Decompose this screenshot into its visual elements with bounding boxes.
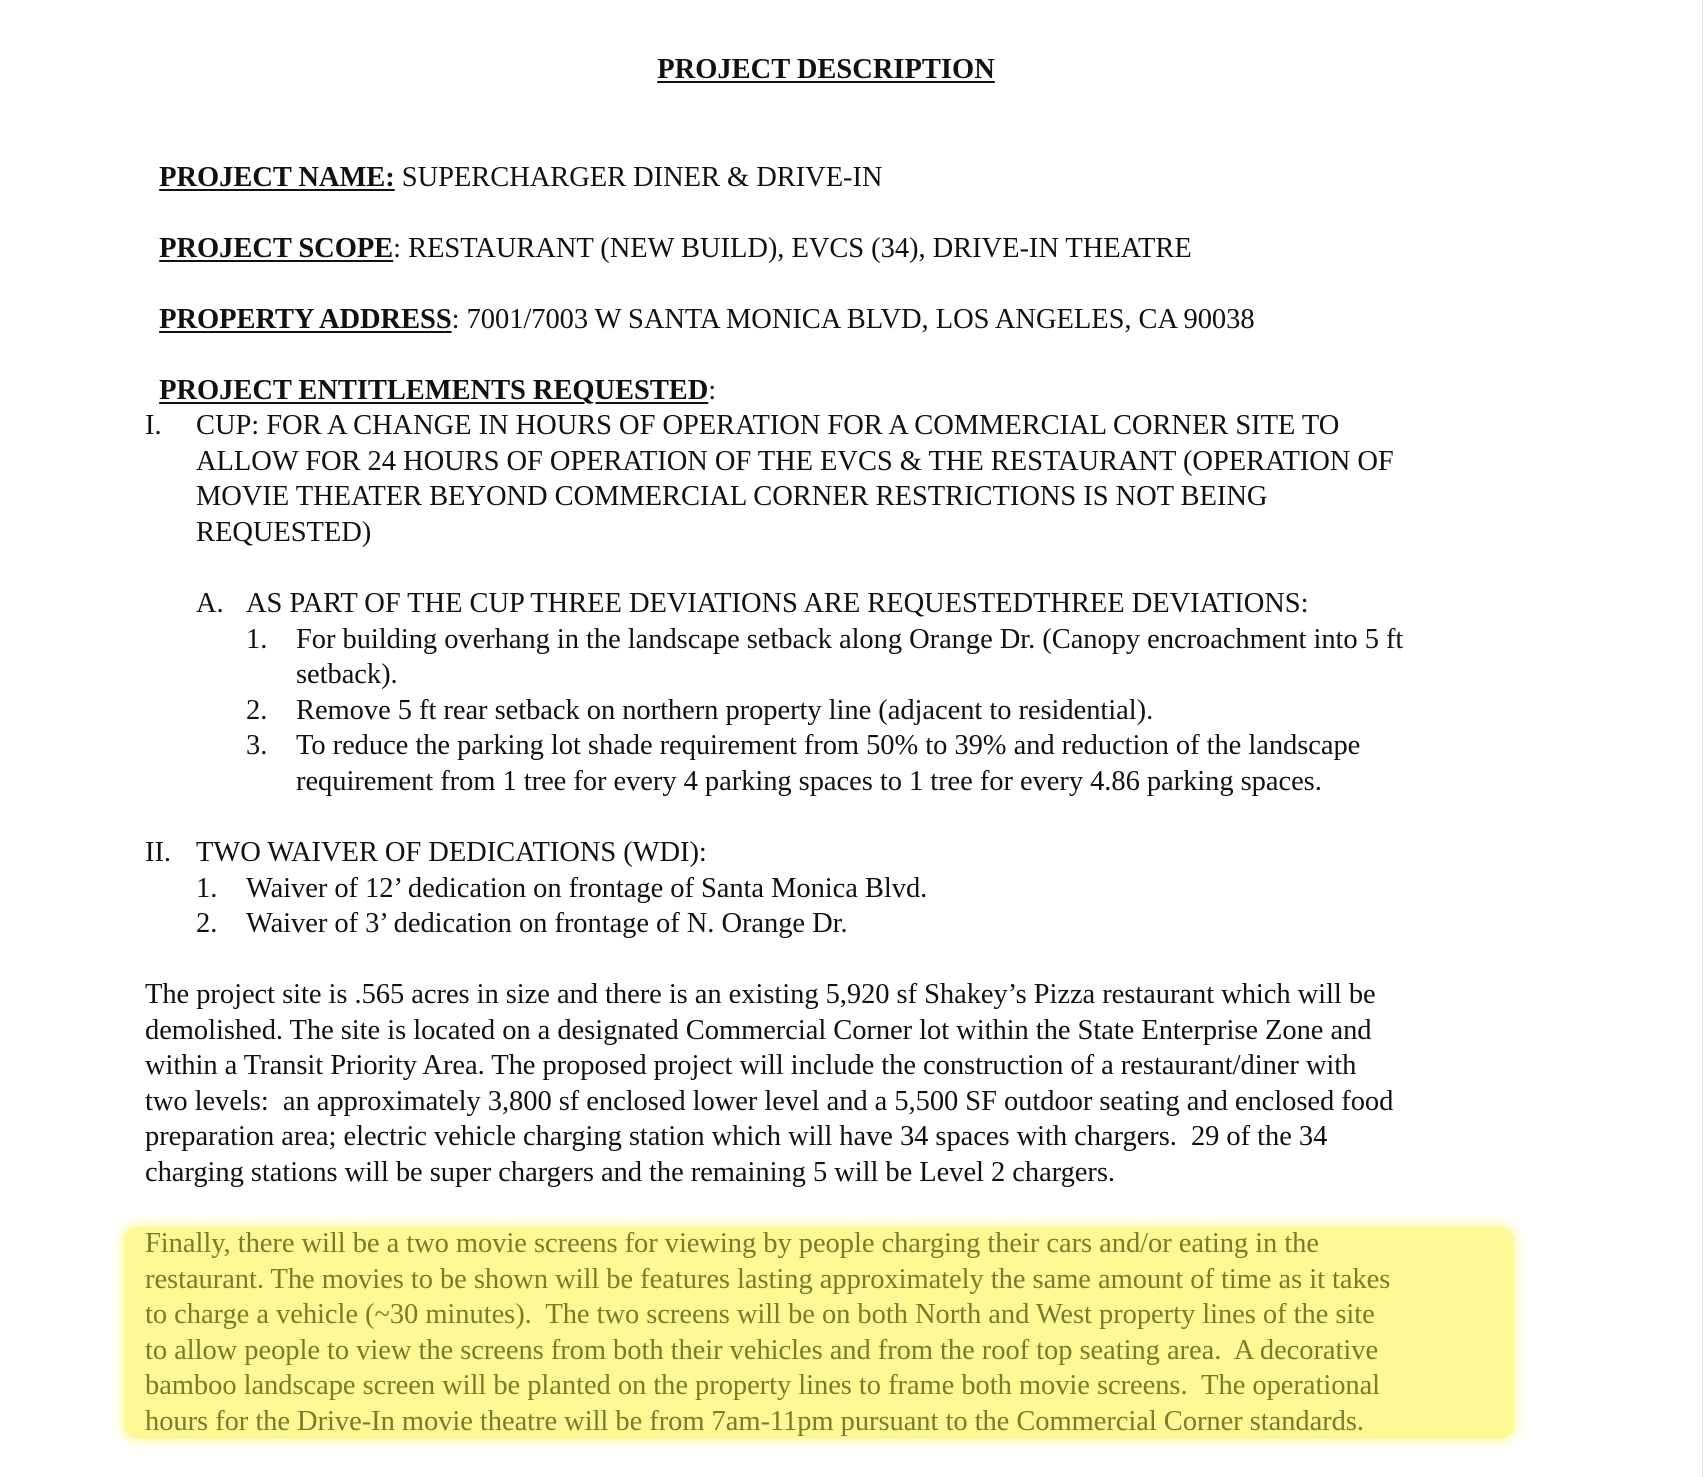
highlighted-line: Finally, there will be a two movie screens for viewing by people charging their cars and/or eating in the (145, 1228, 1319, 1259)
deviation-marker: 1. (246, 624, 268, 655)
paragraph-line: demolished. The site is located on a designated Commercial Corner lot within the State Enterprise Zone and (145, 1015, 1372, 1046)
field-project-scope (145, 195, 1192, 267)
paragraph-line: within a Transit Priority Area. The proposed project will include the construction of a restaurant/diner with (145, 1050, 1357, 1081)
deviation-line: requirement from 1 tree for every 4 parking spaces to 1 tree for every 4.86 parking spaces. (296, 766, 1322, 797)
deviation-marker: 3. (246, 730, 268, 761)
section-ii-text: TWO WAIVER OF DEDICATIONS (WDI): (196, 837, 707, 868)
deviation-marker: 2. (246, 695, 268, 726)
highlighted-line: hours for the Drive-In movie theatre will be from 7am-11pm pursuant to the Commercial Corner standards. (145, 1406, 1364, 1437)
section-i-line: REQUESTED) (196, 517, 372, 548)
field-entitlements-heading (145, 337, 716, 409)
waiver-marker: 1. (196, 873, 218, 904)
subsection-a-marker: A. (196, 588, 224, 619)
field-value: 7001/7003 W SANTA MONICA BLVD, LOS ANGELES, CA 90038 (459, 304, 1255, 335)
highlighted-line: to charge a vehicle (~30 minutes). The two screens will be on both North and West property lines of the site (145, 1299, 1375, 1330)
waiver-marker: 2. (196, 908, 218, 939)
section-ii-marker: II. (145, 837, 171, 868)
field-property-address (145, 266, 1255, 338)
section-i-line: ALLOW FOR 24 HOURS OF OPERATION OF THE EVCS & THE RESTAURANT (OPERATION OF (196, 446, 1394, 477)
field-sep: : (451, 304, 460, 335)
field-label: PROJECT ENTITLEMENTS REQUESTED (159, 375, 709, 406)
deviation-line: For building overhang in the landscape setback along Orange Dr. (Canopy encroachment into 5 ft (296, 624, 1404, 655)
field-sep: : (393, 233, 402, 264)
paragraph-line: The project site is .565 acres in size and there is an existing 5,920 sf Shakey’s Pizza restaurant which will be (145, 979, 1376, 1010)
field-sep: : (708, 375, 717, 406)
document-title: PROJECT DESCRIPTION (657, 54, 995, 85)
field-value: RESTAURANT (NEW BUILD), EVCS (34), DRIVE-IN THEATRE (401, 233, 1192, 264)
highlighted-line: to allow people to view the screens from both their vehicles and from the roof top seating area. A decorative (145, 1335, 1379, 1366)
page-edge-divider (1702, 0, 1703, 1477)
field-project-name (145, 124, 882, 196)
subsection-a-text: AS PART OF THE CUP THREE DEVIATIONS ARE REQUESTEDTHREE DEVIATIONS: (246, 588, 1309, 619)
field-label: PROJECT NAME: (159, 162, 395, 193)
field-label: PROJECT SCOPE (159, 233, 394, 264)
paragraph-line: preparation area; electric vehicle charging station which will have 34 spaces with chargers. 29 of the 34 (145, 1121, 1328, 1152)
deviation-line: setback). (296, 659, 398, 690)
field-label: PROPERTY ADDRESS (159, 304, 452, 335)
field-value: SUPERCHARGER DINER & DRIVE-IN (394, 162, 883, 193)
deviation-line: To reduce the parking lot shade requirement from 50% to 39% and reduction of the landscape (296, 730, 1361, 761)
waiver-text: Waiver of 12’ dedication on frontage of Santa Monica Blvd. (246, 873, 928, 904)
highlighted-line: restaurant. The movies to be shown will be features lasting approximately the same amount of time as it takes (145, 1264, 1391, 1295)
section-i-marker: I. (145, 410, 162, 441)
paragraph-line: charging stations will be super chargers and the remaining 5 will be Level 2 chargers. (145, 1157, 1115, 1188)
section-i-line: CUP: FOR A CHANGE IN HOURS OF OPERATION FOR A COMMERCIAL CORNER SITE TO (196, 410, 1340, 441)
paragraph-line: two levels: an approximately 3,800 sf enclosed lower level and a 5,500 SF outdoor seating and enclosed food (145, 1086, 1394, 1117)
waiver-text: Waiver of 3’ dedication on frontage of N. Orange Dr. (246, 908, 848, 939)
section-i-line: MOVIE THEATER BEYOND COMMERCIAL CORNER RESTRICTIONS IS NOT BEING (196, 481, 1268, 512)
deviation-line: Remove 5 ft rear setback on northern property line (adjacent to residential). (296, 695, 1154, 726)
highlighted-line: bamboo landscape screen will be planted on the property lines to frame both movie screens. The operational (145, 1370, 1381, 1401)
